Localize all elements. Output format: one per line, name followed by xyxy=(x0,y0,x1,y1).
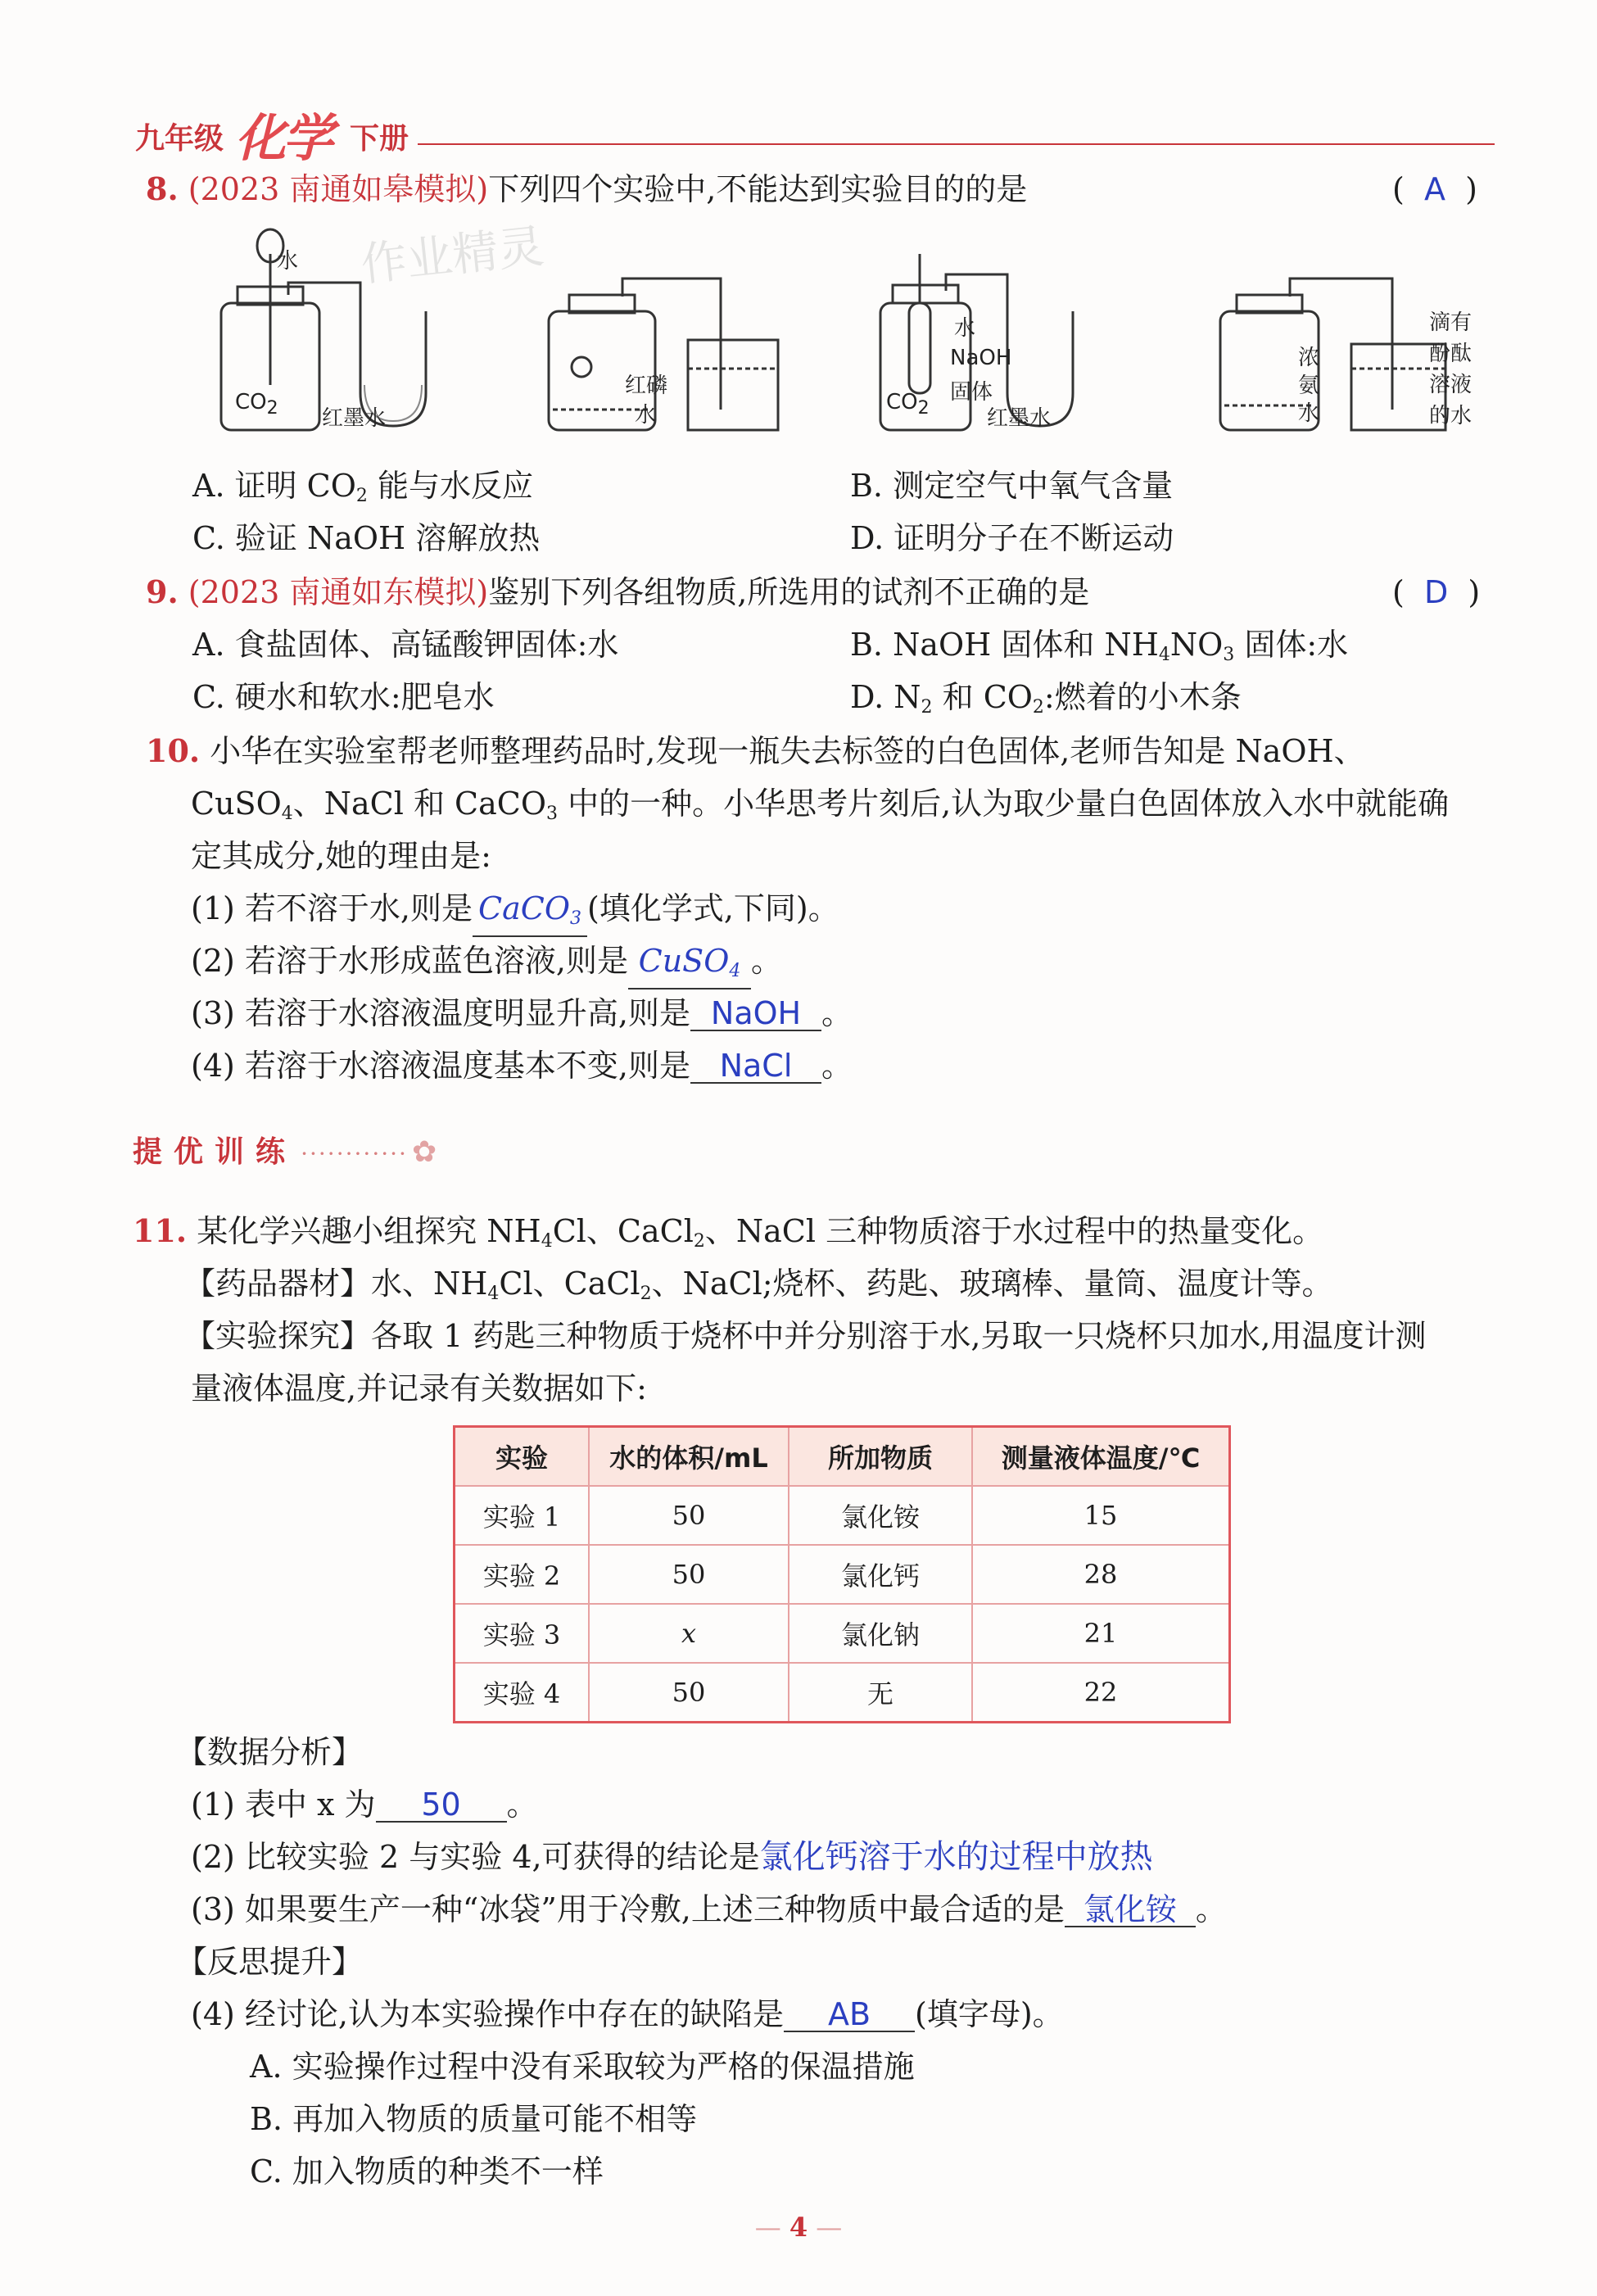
phenol-line-1: 滴有 xyxy=(1429,310,1473,335)
q11-stem xyxy=(133,1212,1323,1261)
table-cell: 氯化钙 xyxy=(789,1545,972,1604)
q8-option-b: B. 测定空气中氧气含量 xyxy=(850,468,1174,504)
table-cell: 50 xyxy=(589,1486,789,1545)
label-solid: 固体 xyxy=(950,380,993,405)
q8-option-a xyxy=(192,467,533,515)
table-cell: 氯化铵 xyxy=(789,1486,972,1545)
co2-text: CO xyxy=(235,390,267,414)
q11-option-b: B. 再加入物质的质量可能不相等 xyxy=(250,2101,698,2137)
table-row xyxy=(455,1486,1230,1545)
table-header-cell: 水的体积/mL xyxy=(589,1427,789,1487)
data-table xyxy=(453,1425,1231,1723)
q10-sub2-ans: CuSO xyxy=(638,943,730,979)
table-cell: 实验 1 xyxy=(455,1486,590,1545)
page-number: 4 xyxy=(789,2212,808,2243)
label-phenolphthalein xyxy=(1429,307,1472,432)
q11-materials-b: Cl、CaCl xyxy=(499,1266,640,1302)
q11-a1-post: 。 xyxy=(506,1787,538,1823)
q9-b-mid: NO xyxy=(1169,627,1224,663)
section-leaf-icon: ✿ xyxy=(412,1135,437,1169)
label-red-phosphorus: 红磷 xyxy=(625,374,668,398)
table-row xyxy=(455,1545,1230,1604)
q11-stem-s2: 2 xyxy=(693,1231,705,1252)
q11-explore-line2: 量液体温度,并记录有关数据如下: xyxy=(191,1370,647,1406)
q9-source: (2023 南通如东模拟) xyxy=(188,574,489,610)
ammonia-char-3: 水 xyxy=(1298,401,1320,426)
q8-a-post: 能与水反应 xyxy=(367,468,534,504)
volume-label: 下册 xyxy=(350,122,409,156)
section-title-text: 提优训练 xyxy=(133,1135,297,1169)
q9-d-sub2: 2 xyxy=(1032,697,1044,718)
ammonia-char-1: 浓 xyxy=(1298,346,1320,370)
table-header-cell: 所加物质 xyxy=(789,1427,972,1487)
table-cell: 50 xyxy=(589,1545,789,1604)
q8-a-sub: 2 xyxy=(355,486,368,506)
label-co2-a xyxy=(235,390,278,419)
q11-materials-c: 、NaCl;烧杯、药匙、玻璃棒、量筒、温度计等。 xyxy=(651,1266,1333,1302)
table-cell: 实验 4 xyxy=(455,1663,590,1723)
q11-stem-c: 、NaCl 三种物质溶于水过程中的热量变化。 xyxy=(704,1213,1324,1249)
q10-line2-rest: 中的一种。小华思考片刻后,认为取少量白色固体放入水中就能确 xyxy=(558,786,1450,822)
header-rule xyxy=(418,143,1495,145)
q10-sub2 xyxy=(191,942,782,989)
q9-text: 鉴别下列各组物质,所选用的试剂不正确的是 xyxy=(488,574,1090,610)
table-cell: 实验 3 xyxy=(455,1604,590,1663)
label-water-c: 水 xyxy=(954,316,976,341)
q9-d-mid: 和 CO xyxy=(932,679,1033,715)
q10-cuso4-sub: 4 xyxy=(281,804,293,824)
label-red-ink-a: 红墨水 xyxy=(322,406,387,431)
table-cell: 氯化钠 xyxy=(789,1604,972,1663)
q10-sub2-ans-sub: 4 xyxy=(729,961,741,981)
page-footer xyxy=(737,2212,860,2243)
table-row xyxy=(455,1663,1230,1723)
section-dots: ············ xyxy=(301,1140,408,1167)
q11-a4-answer: AB xyxy=(784,1998,915,2032)
phenol-line-2: 酚酞 xyxy=(1429,342,1473,366)
q11-a3-pre: (3) 如果要生产一种“冰袋”用于冷敷,上述三种物质中最合适的是 xyxy=(191,1891,1065,1927)
q10-cuso4: CuSO xyxy=(191,786,282,822)
subject-logo: 化学 xyxy=(235,108,331,168)
q9-answer: D xyxy=(1423,574,1449,610)
grade-label: 九年级 xyxy=(135,122,224,156)
q10-sub3-post: 。 xyxy=(821,995,853,1031)
q11-a4 xyxy=(191,1995,1064,2033)
q10-sub3-pre: (3) 若溶于水溶液温度明显升高,则是 xyxy=(191,995,690,1031)
q11-a4-post: (填字母)。 xyxy=(915,1996,1064,2032)
q9-b-pre: B. NaOH 固体和 NH xyxy=(850,627,1159,663)
q8-answer-bracket: ( A ) xyxy=(1392,171,1477,207)
q8-option-d: D. 证明分子在不断运动 xyxy=(850,520,1174,556)
q10-sub2-answer xyxy=(628,944,751,989)
q10-line2 xyxy=(191,785,1449,833)
label-water-a: 水 xyxy=(277,249,299,274)
q10-sub2-post: 。 xyxy=(751,943,783,979)
q11-a1 xyxy=(191,1786,538,1823)
table-row xyxy=(455,1604,1230,1663)
q10-caco3: 、NaCl 和 CaCO xyxy=(292,786,546,822)
q10-sub1-answer xyxy=(473,892,587,937)
q10-line1-text: 小华在实验室帮老师整理药品时,发现一瓶失去标签的白色固体,老师告知是 NaOH、 xyxy=(210,733,1365,769)
table-cell: 28 xyxy=(972,1545,1230,1604)
q11-stem-b: Cl、CaCl xyxy=(552,1213,694,1249)
q9-option-b xyxy=(850,626,1348,674)
q11-materials-a: 【药品器材】水、NH xyxy=(184,1266,488,1302)
table-cell: 15 xyxy=(972,1486,1230,1545)
q10-sub3 xyxy=(191,994,853,1032)
label-naoh: NaOH xyxy=(950,346,1012,370)
label-water-b: 水 xyxy=(635,403,657,428)
diagram-c-testtube xyxy=(909,303,930,393)
footer-dash-right: — xyxy=(816,2212,843,2243)
q11-a2-pre: (2) 比较实验 2 与实验 4,可获得的结论是 xyxy=(191,1839,760,1875)
label-conc-ammonia xyxy=(1298,344,1319,428)
q11-reflect-title: 【反思提升】 xyxy=(176,1944,364,1980)
q11-a4-pre: (4) 经讨论,认为本实验操作中存在的缺陷是 xyxy=(191,1996,784,2032)
q11-a3-answer: 氯化铵 xyxy=(1065,1893,1196,1927)
table-cell: 22 xyxy=(972,1663,1230,1723)
diagram-a-tube xyxy=(288,283,360,319)
q10-sub1-pre: (1) 若不溶于水,则是 xyxy=(191,890,473,926)
q11-a1-pre: (1) 表中 x 为 xyxy=(191,1787,376,1823)
q11-materials-s1: 4 xyxy=(487,1284,500,1304)
q10-sub4-pre: (4) 若溶于水溶液温度基本不变,则是 xyxy=(191,1048,690,1084)
q9-option-c: C. 硬水和软水:肥皂水 xyxy=(192,679,495,715)
q11-option-c: C. 加入物质的种类不一样 xyxy=(250,2153,604,2190)
q11-explore-line1: 【实验探究】各取 1 药匙三种物质于烧杯中并分别溶于水,另取一只烧杯只加水,用温度计测 xyxy=(184,1318,1427,1354)
q10-sub1-ans: CaCO xyxy=(478,890,570,926)
q11-a3-post: 。 xyxy=(1195,1891,1227,1927)
q11-stem-s1: 4 xyxy=(541,1231,553,1252)
q8-source: (2023 南通如皋模拟) xyxy=(188,171,489,207)
q9-option-a: A. 食盐固体、高锰酸钾固体:水 xyxy=(192,627,619,663)
q8-text: 下列四个实验中,不能达到实验目的的是 xyxy=(488,171,1028,207)
q10-sub4-answer: NaCl xyxy=(690,1049,821,1084)
table-cell: 50 xyxy=(589,1663,789,1723)
q10-number: 10. xyxy=(146,732,201,769)
q11-a2 xyxy=(191,1838,1153,1876)
q9-b-sub2: 3 xyxy=(1223,645,1235,665)
table-header-cell: 实验 xyxy=(455,1427,590,1487)
q10-sub1 xyxy=(191,890,839,937)
q8-option-c: C. 验证 NaOH 溶解放热 xyxy=(192,520,541,556)
table-header-cell: 测量液体温度/℃ xyxy=(972,1427,1230,1487)
q11-option-a: A. 实验操作过程中没有采取较为严格的保温措施 xyxy=(250,2049,915,2085)
q9-number: 9. xyxy=(146,573,179,610)
q9-answer-bracket: ( D ) xyxy=(1392,574,1481,610)
page-header xyxy=(135,102,1495,168)
table-cell: 21 xyxy=(972,1604,1230,1663)
q10-sub4-post: 。 xyxy=(821,1048,853,1084)
q10-caco3-sub: 3 xyxy=(546,804,558,824)
q10-line1 xyxy=(146,732,1365,770)
q9-d-pre: D. N xyxy=(850,679,921,715)
q9-option-d xyxy=(850,678,1242,727)
table-cell: x xyxy=(589,1604,789,1663)
q10-sub2-pre: (2) 若溶于水形成蓝色溶液,则是 xyxy=(191,943,628,979)
q10-sub1-post: (填化学式,下同)。 xyxy=(587,890,839,926)
q11-analysis-title: 【数据分析】 xyxy=(176,1734,364,1770)
section-title xyxy=(133,1129,437,1171)
q8-stem xyxy=(146,170,1027,208)
footer-dash-left: — xyxy=(754,2212,781,2243)
table-cell: 实验 2 xyxy=(455,1545,590,1604)
table-cell: 无 xyxy=(789,1663,972,1723)
q11-stem-a: 某化学兴趣小组探究 NH xyxy=(197,1213,541,1249)
diagram-b-beaker xyxy=(688,340,778,430)
q8-a-pre: A. 证明 CO xyxy=(192,468,356,504)
q9-d-sub1: 2 xyxy=(921,697,933,718)
q11-a3 xyxy=(191,1891,1227,1928)
table-header-row xyxy=(455,1427,1230,1487)
label-red-ink-c: 红墨水 xyxy=(987,406,1052,431)
ammonia-char-2: 氨 xyxy=(1298,374,1320,398)
q9-b-post: 固体:水 xyxy=(1234,627,1349,663)
q10-sub3-answer: NaOH xyxy=(690,997,821,1031)
q8-number: 8. xyxy=(146,170,179,207)
phenol-line-3: 溶液 xyxy=(1429,373,1473,397)
q9-b-sub1: 4 xyxy=(1158,645,1170,665)
q10-sub4 xyxy=(191,1047,853,1085)
q11-a2-answer: 氯化钙溶于水的过程中放热 xyxy=(759,1838,1153,1876)
label-co2-c: $CO_2$ xyxy=(886,390,930,419)
q8-answer: A xyxy=(1423,171,1445,207)
q11-materials-s2: 2 xyxy=(640,1284,652,1304)
q9-stem xyxy=(146,573,1089,611)
q9-d-post: :燃着的小木条 xyxy=(1043,679,1242,715)
q10-line3: 定其成分,她的理由是: xyxy=(191,838,491,874)
q11-number: 11. xyxy=(133,1212,188,1249)
q10-sub1-ans-sub: 3 xyxy=(569,908,581,929)
phenol-line-4: 的水 xyxy=(1429,404,1473,428)
q11-a1-answer: 50 xyxy=(376,1788,507,1823)
q11-materials xyxy=(184,1265,1333,1313)
co2-sub: 2 xyxy=(266,398,278,419)
watermark: 作业精灵 xyxy=(358,220,547,292)
